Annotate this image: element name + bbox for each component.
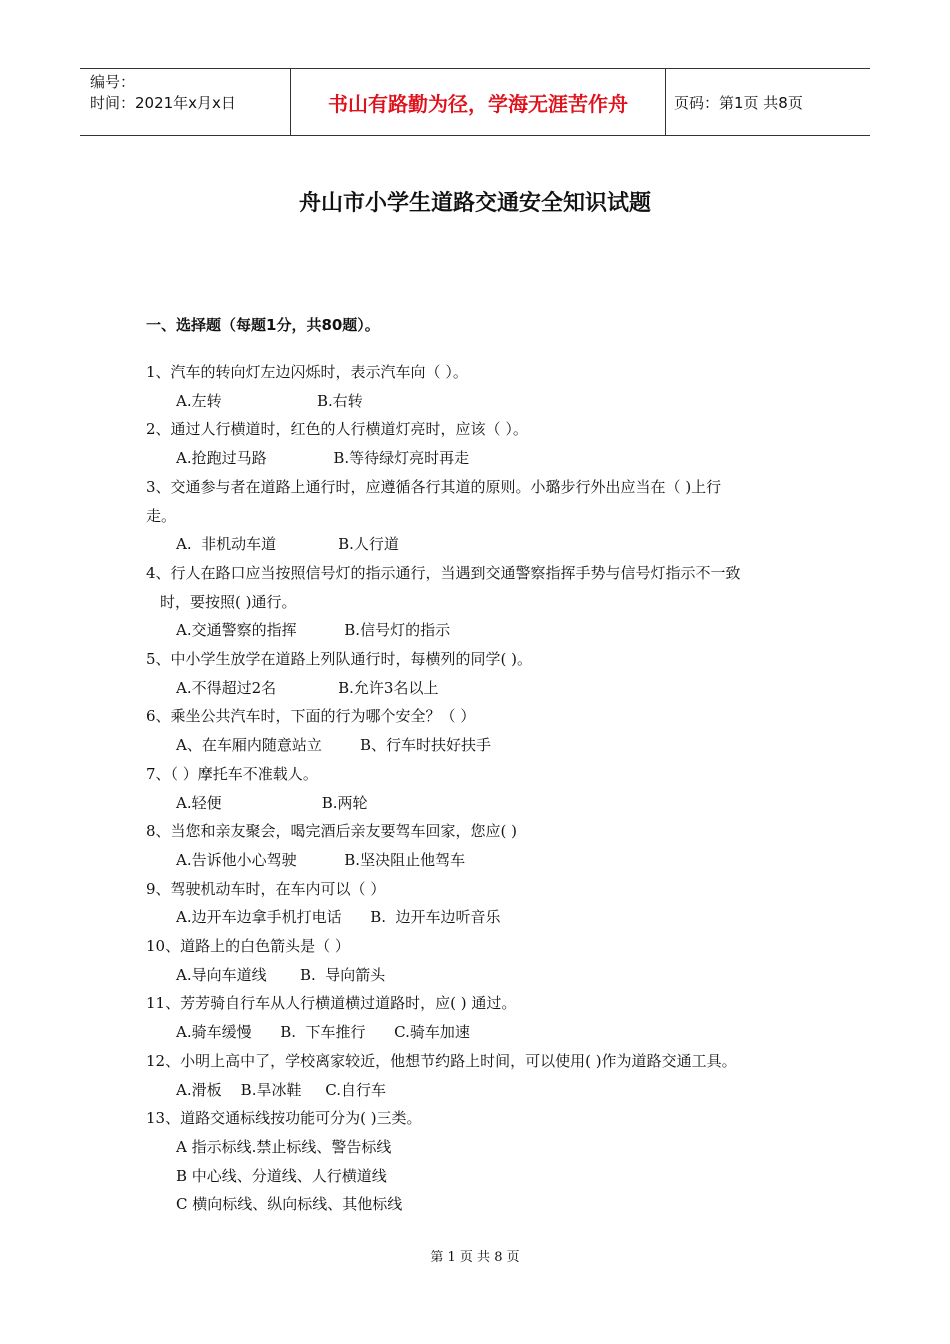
question-options: A.左转 B.右转 bbox=[176, 391, 363, 410]
motto: 书山有路勤为径，学海无涯苦作舟 bbox=[291, 69, 666, 135]
question-10 bbox=[146, 932, 826, 989]
question-1 bbox=[146, 358, 826, 415]
question-11 bbox=[146, 989, 826, 1046]
question-text: 2、通过人行横道时，红色的人行横道灯亮时，应该（ ）。 bbox=[146, 420, 528, 439]
question-13 bbox=[146, 1104, 826, 1219]
question-options: A.交通警察的指挥 B.信号灯的指示 bbox=[176, 621, 451, 640]
section-title: 一、选择题（每题1分，共80题）。 bbox=[146, 316, 380, 334]
question-3 bbox=[146, 473, 826, 559]
question-text: 6、乘坐公共汽车时，下面的行为哪个安全？（ ） bbox=[146, 707, 476, 726]
question-options: A.边开车边拿手机打电话 B. 边开车边听音乐 bbox=[176, 908, 501, 927]
document-title: 舟山市小学生道路交通安全知识试题 bbox=[298, 191, 651, 216]
question-text: 8、当您和亲友聚会，喝完酒后亲友要驾车回家，您应( ) bbox=[146, 822, 518, 841]
question-text: 5、中小学生放学在道路上列队通行时，每横列的同学( )。 bbox=[146, 650, 533, 669]
question-option-b: B 中心线、分道线、人行横道线 bbox=[176, 1166, 387, 1185]
question-9 bbox=[146, 875, 826, 932]
question-7 bbox=[146, 760, 826, 817]
question-4 bbox=[146, 559, 826, 645]
header-left-cell bbox=[80, 69, 291, 135]
question-text: 3、交通参与者在道路上通行时，应遵循各行其道的原则。小璐步行外出应当在（ )上行 bbox=[146, 477, 722, 496]
question-options: A.骑车缓慢 B. 下车推行 C.骑车加速 bbox=[176, 1023, 470, 1042]
question-options: A.滑板 B.旱冰鞋 C.自行车 bbox=[176, 1080, 387, 1099]
question-option-c: C 横向标线、纵向标线、其他标线 bbox=[176, 1195, 403, 1214]
question-options: A. 非机动车道 B.人行道 bbox=[176, 535, 399, 554]
question-6 bbox=[146, 702, 826, 759]
question-text: 4、行人在路口应当按照信号灯的指示通行，当遇到交通警察指挥手势与信号灯指示不一致 bbox=[146, 563, 741, 582]
question-options: A.轻便 B.两轮 bbox=[176, 793, 368, 812]
page-info: 页码：第1页 共8页 bbox=[674, 93, 803, 112]
number-label: 编号： bbox=[90, 73, 136, 91]
page-footer: 第 1 页 共 8 页 bbox=[430, 1250, 520, 1265]
question-2 bbox=[146, 415, 826, 472]
question-text: 12、小明上高中了，学校离家较近，他想节约路上时间，可以使用( )作为道路交通工具。 bbox=[146, 1051, 737, 1070]
question-text: 7、（ ）摩托车不准载人。 bbox=[146, 764, 318, 783]
question-list bbox=[146, 358, 826, 1219]
question-text: 9、驾驶机动车时，在车内可以（ ） bbox=[146, 879, 386, 898]
question-text: 10、道路上的白色箭头是（ ） bbox=[146, 937, 350, 956]
question-12 bbox=[146, 1047, 826, 1104]
question-5 bbox=[146, 645, 826, 702]
question-text-continued: 走。 bbox=[146, 506, 177, 525]
question-text: 13、道路交通标线按功能可分为( )三类。 bbox=[146, 1109, 422, 1128]
question-text: 11、芳芳骑自行车从人行横道横过道路时，应( ) 通过。 bbox=[146, 994, 517, 1013]
question-options: A.导向车道线 B. 导向箭头 bbox=[176, 965, 386, 984]
question-options: A、在车厢内随意站立 B、行车时扶好扶手 bbox=[176, 736, 492, 755]
page-header bbox=[80, 68, 870, 136]
question-options: A.告诉他小心驾驶 B.坚决阻止他驾车 bbox=[176, 850, 466, 869]
question-text-continued: 时，要按照( )通行。 bbox=[160, 592, 297, 611]
question-text: 1、汽车的转向灯左边闪烁时，表示汽车向（ ）。 bbox=[146, 363, 468, 381]
time-label: 时间：2021年x月x日 bbox=[90, 94, 236, 112]
question-options: A.不得超过2名 B.允许3名以上 bbox=[176, 678, 439, 697]
question-8 bbox=[146, 817, 826, 874]
question-options: A.抢跑过马路 B.等待绿灯亮时再走 bbox=[176, 449, 470, 468]
question-option-a: A 指示标线.禁止标线、警告标线 bbox=[176, 1137, 392, 1156]
